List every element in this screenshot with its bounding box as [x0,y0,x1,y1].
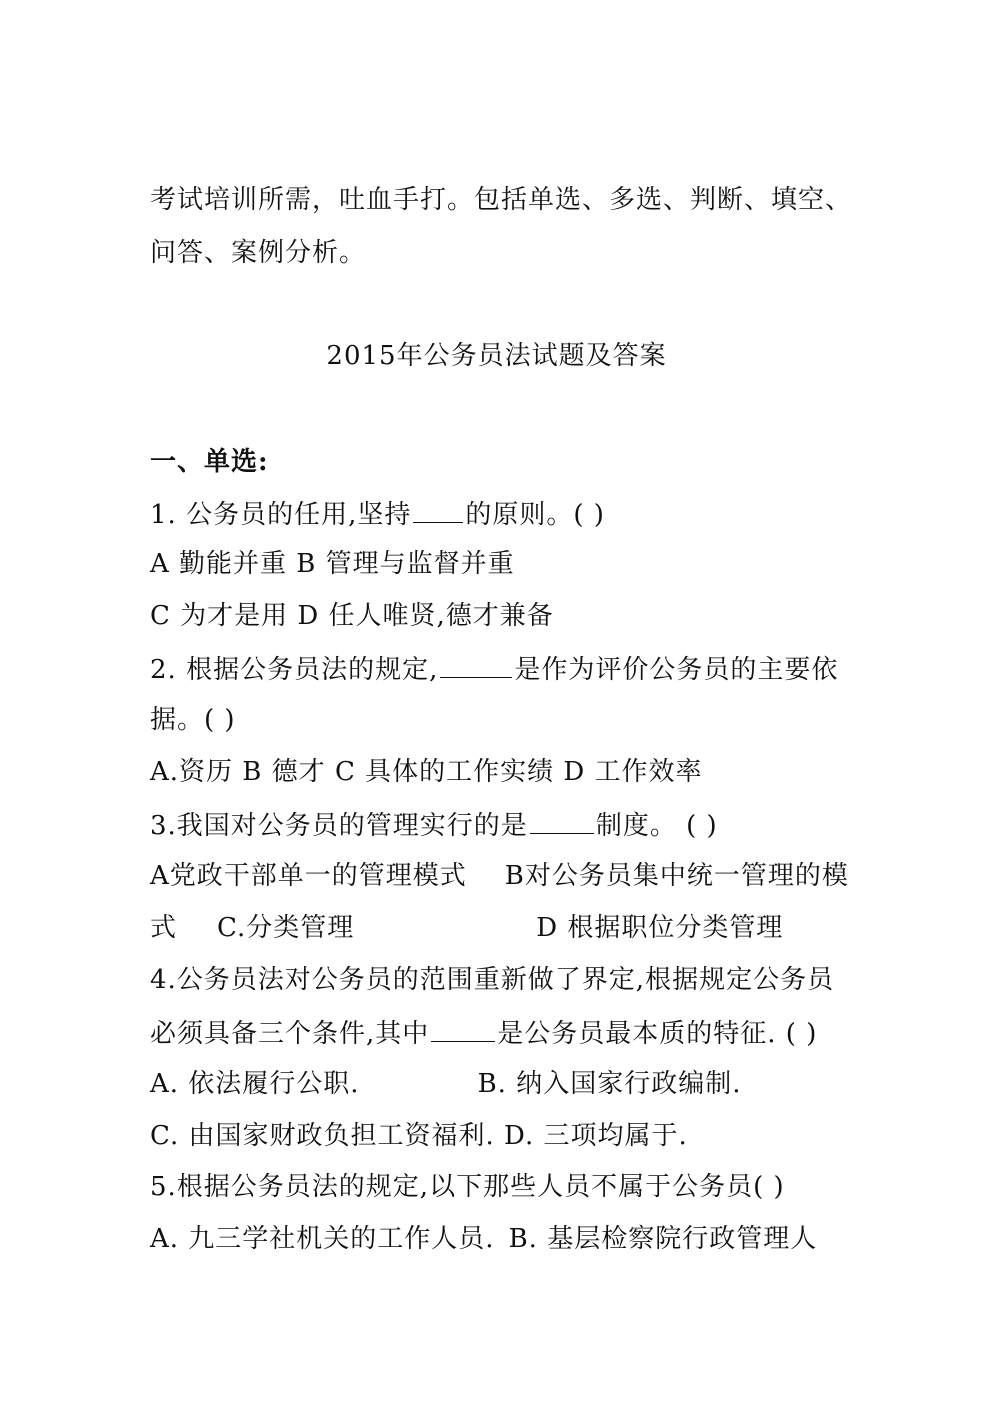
question-2-blank [440,653,512,678]
question-4-prefix: 必须具备三个条件,其中 [150,1019,430,1049]
question-4 [150,1017,850,1049]
question-1 [150,498,850,530]
question-4-line-1: 4.公务员法对公务员的范围重新做了界定,根据规定公务员 [150,965,835,995]
question-3-prefix: 3.我国对公务员的管理实行的是 [150,811,528,841]
question-3-option-b: B对公务员集中统一管理的模 [504,861,849,891]
question-1-options-cd: C 为才是用 D 任人唯贤,德才兼备 [150,601,554,631]
question-3-options-ab [150,861,850,891]
question-2-options: A.资历 B 德才 C 具体的工作实绩 D 工作效率 [150,757,703,787]
question-3-option-a: A党政干部单一的管理模式 [150,861,467,891]
question-3-option-d: D 根据职位分类管理 [536,913,784,943]
question-5-option-a: A. 九三学社机关的工作人员. [150,1224,495,1254]
question-4-options-ab [150,1069,850,1099]
intro-line-2: 问答、案例分析。 [150,238,367,268]
question-1-blank [413,498,463,523]
question-4-suffix: 是公务员最本质的特征. ( ) [497,1019,818,1049]
document-title: 2015年公务员法试题及答案 [326,341,667,371]
section-heading-single-choice: 一、单选: [150,447,269,477]
question-1-prefix: 1. 公务员的任用,坚持 [150,500,412,530]
question-5-options-ab [150,1224,850,1254]
question-3-option-c: C.分类管理 [217,913,355,943]
question-2-continuation: 据。( ) [150,705,236,735]
intro-line-1: 考试培训所需，吐血手打。包括单选、多选、判断、填空、 [150,185,853,215]
question-2 [150,653,850,685]
question-3-option-b-continuation: 式 [150,913,178,943]
question-2-suffix: 是作为评价公务员的主要依 [514,655,839,685]
question-5-line-1: 5.根据公务员法的规定,以下那些人员不属于公务员( ) [150,1172,785,1202]
question-4-option-b: B. 纳入国家行政编制. [477,1069,742,1099]
question-3-suffix: 制度。 ( ) [595,811,718,841]
question-3-blank [530,809,594,834]
question-1-options-ab: A 勤能并重 B 管理与监督并重 [150,549,515,579]
question-4-options-cd: C. 由国家财政负担工资福利. D. 三项均属于. [150,1121,688,1151]
question-3 [150,809,850,841]
question-2-prefix: 2. 根据公务员法的规定, [150,655,439,685]
question-3-options-cd [150,913,850,943]
question-4-option-a: A. 依法履行公职. [150,1069,360,1099]
question-5-option-b: B. 基层检察院行政管理人 [508,1224,818,1254]
question-4-blank [431,1017,495,1042]
question-1-suffix: 的原则。( ) [465,500,605,530]
